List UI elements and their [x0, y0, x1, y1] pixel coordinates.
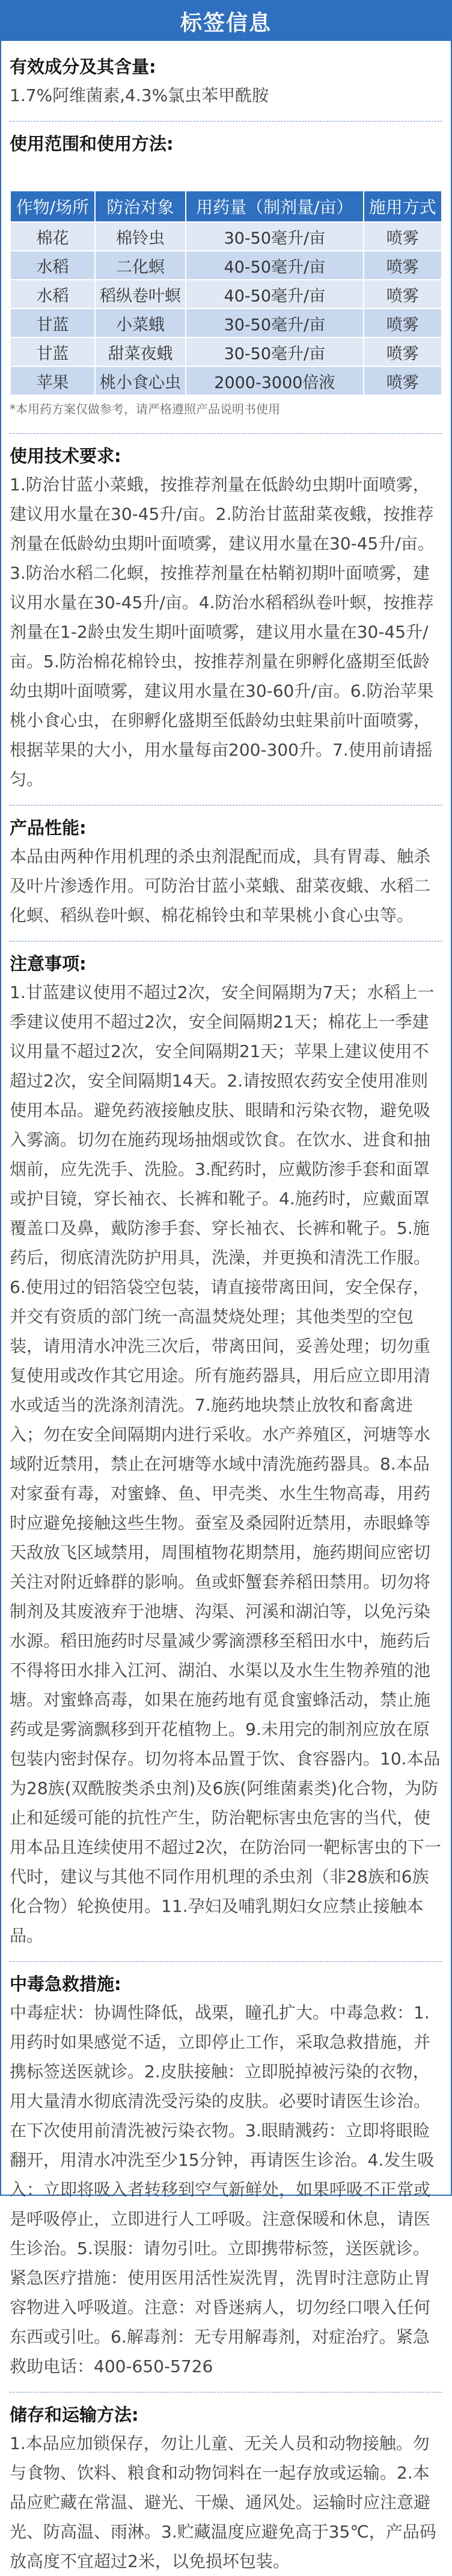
- table-cell: 喷雾: [364, 366, 442, 395]
- divider: [10, 121, 442, 122]
- table-cell: 喷雾: [364, 280, 442, 309]
- divider: [10, 2392, 442, 2393]
- first-aid-section: [10, 1970, 442, 2381]
- table-cell: 40-50毫升/亩: [186, 251, 363, 280]
- ingredients-heading: 有效成分及其含量:: [10, 57, 156, 77]
- table-cell: 甘蓝: [10, 337, 95, 366]
- performance-heading: 产品性能:: [10, 818, 87, 838]
- table-cell: 棉花: [10, 222, 95, 251]
- table-cell: 二化螟: [95, 251, 186, 280]
- usage-table: [10, 190, 442, 396]
- storage-text: 1.本品应加锁保存，勿让儿童、无关人员和动物接触。勿与食物、饮料、粮食和动物饲料在一起存放或运输。2.本品应贮藏在常温、避光、干燥、通风处。运输时应注意避光、防高温、雨淋。3.贮藏温度应避免高于35℃，产品码放高度不宜超过2米，以免损坏包装。: [10, 2433, 436, 2571]
- table-cell: 30-50毫升/亩: [186, 222, 363, 251]
- column-header-crop: 作物/场所: [10, 191, 95, 222]
- precautions-section: [10, 950, 442, 1950]
- table-cell: 棉铃虫: [95, 222, 186, 251]
- table-cell: 稻纵卷叶螟: [95, 280, 186, 309]
- technique-heading: 使用技术要求:: [10, 446, 121, 466]
- table-row: [10, 337, 442, 366]
- table-row: [10, 280, 442, 309]
- table-cell: 喷雾: [364, 222, 442, 251]
- table-cell: 小菜蛾: [95, 309, 186, 337]
- column-header-method: 施用方式: [364, 191, 442, 222]
- usage-section: [10, 130, 442, 422]
- storage-heading: 储存和运输方法:: [10, 2405, 139, 2425]
- table-cell: 苹果: [10, 366, 95, 395]
- table-cell: 喷雾: [364, 309, 442, 337]
- performance-section: [10, 814, 442, 930]
- table-cell: 喷雾: [364, 337, 442, 366]
- table-row: [10, 366, 442, 395]
- technique-text: 1.防治甘蓝小菜蛾，按推荐剂量在低龄幼虫期叶面喷雾，建议用水量在30-45升/亩。2.防治甘蓝甜菜夜蛾，按推荐剂量在低龄幼虫期叶面喷雾，建议用水量在30-45升/亩。3.防治水稻二化螟，按推荐剂量在枯鞘初期叶面喷雾，建议用水量在30-45升/亩。4.防治水稻稻纵卷叶螟，按推荐剂量在1-2龄虫发生期叶面喷雾，建议用水量在30-45升/亩。5.防治棉花棉铃虫，按推荐剂量在卵孵化盛期至低龄幼虫期叶面喷雾，建议用水量在30-60升/亩。6.防治苹果桃小食心虫，在卵孵化盛期至低龄幼虫蛀果前叶面喷雾，根据苹果的大小，用水量每亩200-300升。7.使用前请摇匀。: [10, 475, 435, 789]
- table-cell: 30-50毫升/亩: [186, 337, 363, 366]
- usage-heading: 使用范围和使用方法:: [10, 134, 174, 154]
- precautions-heading: 注意事项:: [10, 954, 87, 974]
- technique-section: [10, 442, 442, 794]
- divider: [10, 805, 442, 806]
- column-header-dosage: 用药量（制剂量/亩）: [186, 191, 363, 222]
- usage-note: *本用药方案仅做参考，请严格遵照产品说明书使用: [10, 402, 280, 416]
- ingredients-text: 1.7%阿维菌素,4.3%氯虫苯甲酰胺: [10, 85, 269, 105]
- page-title: 标签信息: [1, 1, 451, 41]
- table-cell: 甘蓝: [10, 309, 95, 337]
- first-aid-heading: 中毒急救措施:: [10, 1974, 121, 1994]
- table-cell: 30-50毫升/亩: [186, 309, 363, 337]
- precautions-text: 1.甘蓝建议使用不超过2次，安全间隔期为7天；水稻上一季建议使用不超过2次，安全间隔期21天；棉花上一季建议用量不超过2次，安全间隔期21天；苹果上建议使用不超过2次，安全间隔期14天。2.请按照农药安全使用准则使用本品。避免药液接触皮肤、眼睛和污染衣物，避免吸入雾滴。切勿在施药现场抽烟或饮食。在饮水、进食和抽烟前，应先洗手、洗脸。3.配药时，应戴防渗手套和面罩或护目镜，穿长袖衣、长裤和靴子。4.施药时，应戴面罩覆盖口及鼻，戴防渗手套、穿长袖衣、长裤和靴子。5.施药后，彻底清洗防护用具，洗澡，并更换和清洗工作服。6.使用过的铝箔袋空包装，请直接带离田间，安全保存，并交有资质的部门统一高温焚烧处理；其他类型的空包装，请用清水冲洗三次后，带离田间，妥善处理；切勿重复使用或改作其它用途。所有施药器具，用后应立即用清水或适当的洗涤剂清洗。7.施药地块禁止放牧和畜禽进入；勿在安全间隔期内进行采收。水产养殖区，河塘等水域附近禁用，禁止在河塘等水域中清洗施药器具。8.本品对家蚕有毒，对蜜蜂、鱼、甲壳类、水生生物高毒，用药时应避免接触这些生物。蚕室及桑园附近禁用，赤眼蜂等天敌放飞区域禁用，周围植物花期禁用，施药期间应密切关注对附近蜂群的影响。鱼或虾蟹套养稻田禁用。切勿将制剂及其废液弃于池塘、沟渠、河溪和湖泊等，以免污染水源。稻田施药时尽量减少雾滴漂移至稻田水中，施药后不得将田水排入江河、湖泊、水渠以及水生生物养殖的池塘。对蜜蜂高毒，如果在施药地有觅食蜜蜂活动，禁止施药或是雾滴飘移到开花植物上。9.未用完的制剂应放在原包装内密封保存。切勿将本品置于饮、食容器内。10.本品为28族(双酰胺类杀虫剂)及6族(阿维菌素类)化合物，为防止和延缓可能的抗性产生，防治靶标害虫危害的当代，使用本品且连续使用不超过2次，在防治同一靶标害虫的下一代时，建议与其他不同作用机理的杀虫剂（非28族和6族化合物）轮换使用。11.孕妇及哺乳期妇女应禁止接触本品。: [10, 982, 441, 1946]
- content: [1, 41, 451, 2576]
- divider: [10, 1961, 442, 1962]
- table-row: [10, 251, 442, 280]
- performance-text: 本品由两种作用机理的杀虫剂混配而成，具有胃毒、触杀及叶片渗透作用。可防治甘蓝小菜蛾、甜菜夜蛾、水稻二化螟、稻纵卷叶螟、棉花棉铃虫和苹果桃小食心虫等。: [10, 846, 431, 925]
- column-header-target: 防治对象: [95, 191, 186, 222]
- table-cell: 40-50毫升/亩: [186, 280, 363, 309]
- table-row: [10, 309, 442, 337]
- table-cell: 水稻: [10, 280, 95, 309]
- table-cell: 喷雾: [364, 251, 442, 280]
- table-header-row: [10, 191, 442, 222]
- divider: [10, 433, 442, 434]
- storage-section: [10, 2401, 442, 2576]
- table-cell: 甜菜夜蛾: [95, 337, 186, 366]
- table-row: [10, 222, 442, 251]
- ingredients-section: [10, 53, 442, 110]
- first-aid-text: 中毒症状：协调性降低，战栗，瞳孔扩大。中毒急救：1.用药时如果感觉不适，立即停止工作，采取急救措施，并携标签送医就诊。2.皮肤接触：立即脱掉被污染的衣物，用大量清水彻底清洗受污染的皮肤。必要时请医生诊治。在下次使用前清洗被污染衣物。3.眼睛溅药：立即将眼睑翻开，用清水冲洗至少15分钟，再请医生诊治。4.发生吸入：立即将吸入者转移到空气新鲜处，如果呼吸不正常或是呼吸停止，立即进行人工呼吸。注意保暖和休息，请医生诊治。5.误服：请勿引吐。立即携带标签，送医就诊。紧急医疗措施：使用医用活性炭洗胃，洗胃时注意防止胃容物进入呼吸道。注意：对昏迷病人，切勿经口喂入任何东西或引吐。6.解毒剂：无专用解毒剂，对症治疗。紧急救助电话：400-650-5726: [10, 2003, 435, 2376]
- table-cell: 桃小食心虫: [95, 366, 186, 395]
- table-cell: 水稻: [10, 251, 95, 280]
- table-cell: 2000-3000倍液: [186, 366, 363, 395]
